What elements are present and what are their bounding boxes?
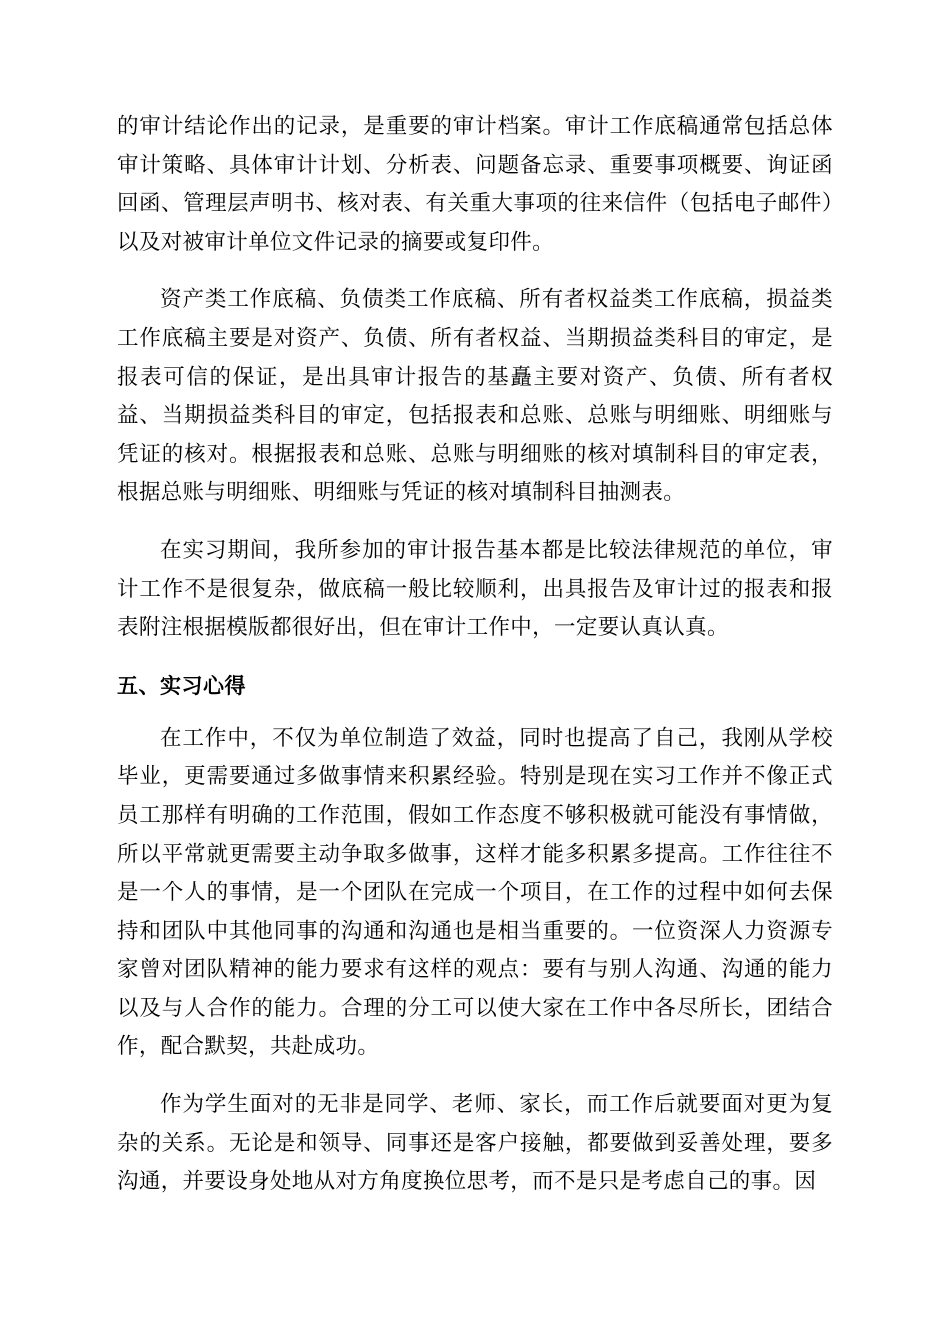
paragraph-work-experience: 在工作中，不仅为单位制造了效益，同时也提高了自己，我刚从学校毕业，更需要通过多做事情来积累经验。特别是现在实习工作并不像正式员工那样有明确的工作范围，假如工作态度不够积极就可能没有事情做，所以平常就更需要主动争取多做事，这样才能多积累多提高。工作往往不是一个人的事情，是一个团队在完成一个项目，在工作的过程中如何去保持和团队中其他同事的沟通和沟通也是相当重要的。一位资深人力资源专家曾对团队精神的能力要求有这样的观点：要有与别人沟通、沟通的能力以及与人合作的能力。合理的分工可以使大家在工作中各尽所长，团结合作，配合默契，共赴成功。 — [117, 725, 833, 1060]
document-page — [117, 108, 833, 1221]
paragraph-student-vs-work: 作为学生面对的无非是同学、老师、家长，而工作后就要面对更为复杂的关系。无论是和领导、同事还是客户接触，都要做到妥善处理，要多沟通，并要设身处地从对方角度换位思考，而不是只是考虑自己的事。因 — [117, 1092, 833, 1195]
paragraph-internship-period: 在实习期间，我所参加的审计报告基本都是比较法律规范的单位，审计工作不是很复杂，做底稿一般比较顺利，出具报告及审计过的报表和报表附注根据模版都很好出，但在审计工作中，一定要认真认真。 — [117, 537, 833, 641]
paragraph-continued: 的审计结论作出的记录，是重要的审计档案。审计工作底稿通常包括总体审计策略、具体审计计划、分析表、问题备忘录、重要事项概要、询证函回函、管理层声明书、核对表、有关重大事项的往来信件（包括电子邮件）以及对被审计单位文件记录的摘要或复印件。 — [117, 114, 833, 255]
section-heading: 五、实习心得 — [117, 673, 246, 698]
paragraph-working-papers: 资产类工作底稿、负债类工作底稿、所有者权益类工作底稿，损益类工作底稿主要是对资产、负债、所有者权益、当期损益类科目的审定，是报表可信的保证，是出具审计报告的基矗主要对资产、负债、所有者权益、当期损益类科目的审定，包括报表和总账、总账与明细账、明细账与凭证的核对。根据报表和总账、总账与明细账的核对填制科目的审定表，根据总账与明细账、明细账与凭证的核对填制科目抽测表。 — [117, 287, 833, 506]
